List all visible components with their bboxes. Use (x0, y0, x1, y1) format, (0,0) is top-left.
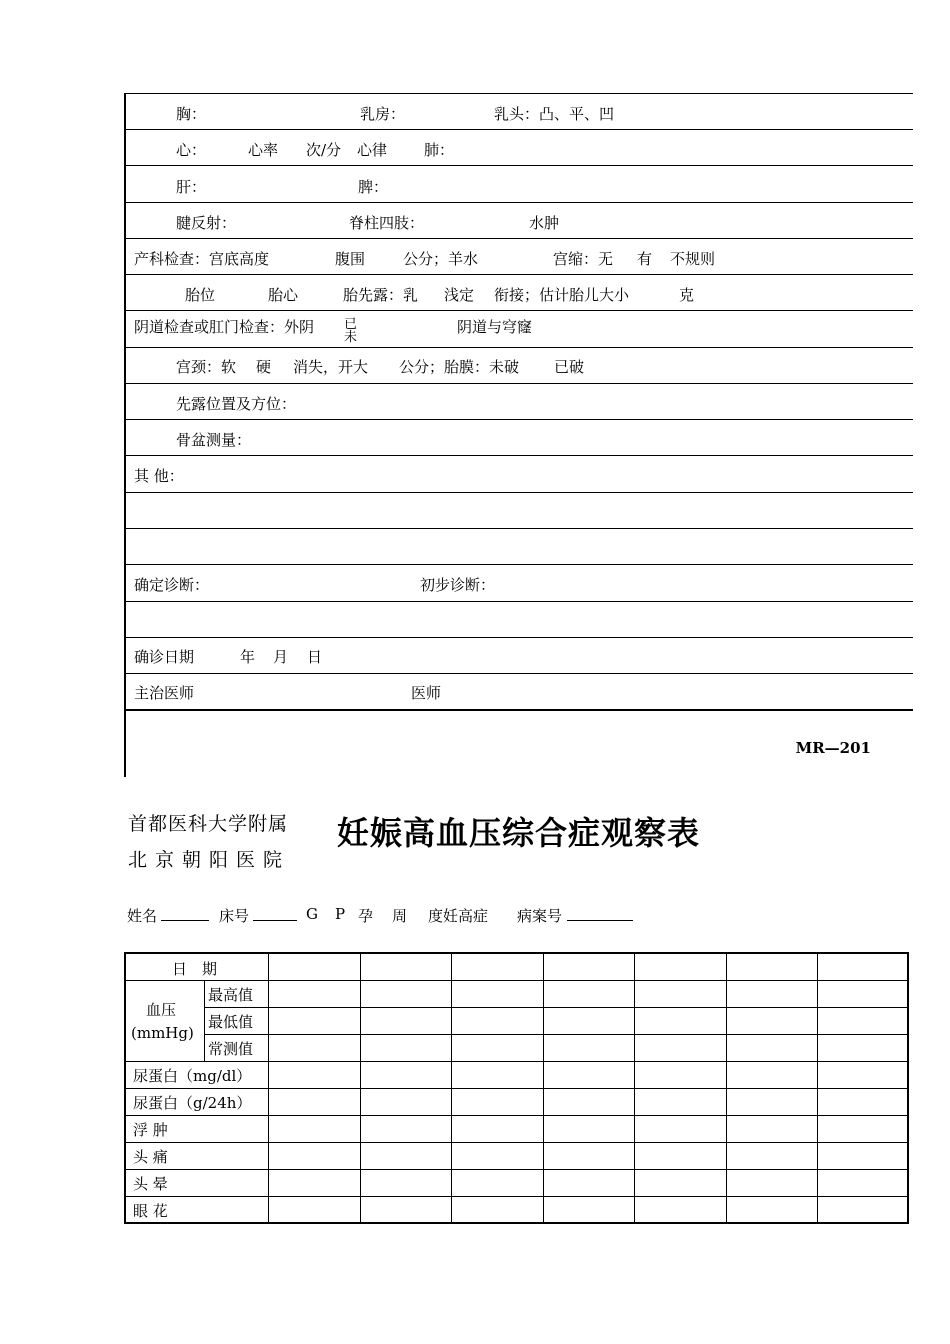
contraction-label: 宫缩：无 (553, 250, 614, 268)
institution-name: 首都医科大学附属 (128, 813, 289, 835)
exam-done-label: 已 (344, 317, 358, 332)
heart-rate-label: 心率 (248, 141, 279, 159)
cervix-label: 宫颈：软 (176, 358, 237, 376)
day-label: 日 (307, 648, 323, 666)
heart-rhythm-label: 心律 (357, 141, 388, 159)
row-rule (126, 980, 907, 981)
other-label: 其 他： (134, 467, 184, 485)
attending-physician-label: 主治医师 (134, 684, 195, 702)
breast-label: 乳房： (360, 105, 406, 123)
diagnosis-date-label: 确诊日期 (134, 648, 195, 666)
row-rule (126, 238, 913, 239)
row-rule (126, 1196, 907, 1197)
row-rule (204, 1034, 907, 1035)
name-label: 姓名 (127, 907, 158, 925)
presenting-position-label: 先露位置及方位： (176, 395, 297, 413)
row-rule (126, 202, 913, 203)
bp-min-label: 最低值 (208, 1013, 254, 1031)
tendon-reflex-label: 腱反射： (176, 214, 237, 232)
blood-pressure-label: 血压 (146, 1001, 177, 1019)
per-minute-label: 次/分 (306, 141, 342, 159)
form-title: 妊娠高血压综合症观察表 (337, 814, 701, 852)
row-rule (126, 492, 913, 493)
fetal-heart-label: 胎心 (268, 286, 299, 304)
row-rule (126, 419, 913, 420)
edema-row-label: 浮 肿 (133, 1121, 168, 1139)
nipple-label: 乳头：凸、平、凹 (494, 105, 615, 123)
membrane-ruptured-label: 已破 (554, 358, 585, 376)
exam-not-done-label: 未 (344, 330, 358, 345)
row-rule (126, 1061, 907, 1062)
row-rule (126, 528, 913, 529)
membrane-label: 公分；胎膜：未破 (399, 358, 520, 376)
row-rule (126, 1169, 907, 1170)
effacement-label: 消失，开大 (293, 358, 369, 376)
gram-label: 克 (679, 286, 695, 304)
form-code: MR—201 (795, 739, 871, 757)
row-rule (204, 1007, 907, 1008)
liver-label: 肝： (176, 178, 207, 196)
gravida-label: G (306, 905, 318, 923)
blood-pressure-unit: (mmHg) (131, 1024, 194, 1042)
month-label: 月 (273, 648, 289, 666)
date-header: 日 期 (172, 960, 218, 978)
row-rule (126, 1088, 907, 1089)
week-label: 周 (392, 907, 408, 925)
physician-label: 医师 (411, 684, 442, 702)
row-rule (126, 383, 913, 384)
vaginal-exam-label: 阴道检查或肛门检查：外阴 (134, 318, 315, 336)
row-rule (126, 1115, 907, 1116)
spleen-label: 脾： (358, 178, 389, 196)
contraction-irregular-label: 不规则 (670, 250, 716, 268)
contraction-present-label: 有 (637, 250, 653, 268)
bp-max-label: 最高值 (208, 986, 254, 1004)
row-rule (126, 637, 913, 638)
headache-row-label: 头 痛 (133, 1148, 168, 1166)
amniotic-fluid-label: 公分；羊水 (403, 250, 479, 268)
urine-protein-mgdl-label: 尿蛋白（mg/dl） (133, 1067, 252, 1085)
record-number-label: 病案号 (517, 907, 563, 925)
floating-label: 浅定 (444, 286, 475, 304)
pelvimetry-label: 骨盆测量： (176, 431, 252, 449)
pih-degree-label: 度妊高症 (428, 907, 489, 925)
bed-label: 床号 (219, 907, 250, 925)
dizziness-row-label: 头 晕 (133, 1175, 168, 1193)
obstetric-exam-label: 产科检查：宫底高度 (134, 250, 270, 268)
hospital-name: 北京朝阳医院 (128, 849, 291, 871)
bed-field[interactable] (253, 920, 297, 921)
para-label: P (335, 905, 346, 923)
row-rule (126, 455, 913, 456)
cervix-hard-label: 硬 (256, 358, 272, 376)
confirmed-diagnosis-label: 确定诊断： (134, 576, 210, 594)
edema-label: 水肿 (529, 214, 560, 232)
record-number-field[interactable] (567, 920, 633, 921)
fetal-position-label: 胎位 (185, 286, 216, 304)
row-rule (126, 93, 913, 94)
row-rule (126, 601, 913, 602)
initial-diagnosis-label: 初步诊断： (420, 576, 496, 594)
physical-exam-form (124, 93, 913, 777)
lung-label: 肺： (424, 141, 455, 159)
engagement-label: 衔接；估计胎儿大小 (494, 286, 630, 304)
presentation-label: 胎先露：乳 (343, 286, 419, 304)
form-left-border (124, 93, 126, 777)
name-field[interactable] (161, 920, 209, 921)
abdominal-girth-label: 腹围 (335, 250, 366, 268)
row-rule (126, 1142, 907, 1143)
row-rule (126, 274, 913, 275)
observation-table (124, 952, 909, 1224)
row-rule (126, 673, 913, 674)
row-rule-bottom (126, 709, 913, 711)
row-rule (126, 564, 913, 565)
spine-limbs-label: 脊柱四肢： (349, 214, 425, 232)
chest-label: 胸： (176, 105, 207, 123)
pregnant-label: 孕 (358, 907, 374, 925)
heart-label: 心： (176, 141, 207, 159)
row-rule (126, 347, 913, 348)
year-label: 年 (240, 648, 256, 666)
row-rule (126, 310, 913, 311)
bp-usual-label: 常测值 (208, 1040, 254, 1058)
urine-protein-24h-label: 尿蛋白（g/24h） (133, 1094, 252, 1112)
blurred-vision-row-label: 眼 花 (133, 1202, 168, 1220)
row-rule (126, 129, 913, 130)
bp-subcol-rule (204, 980, 205, 1061)
vagina-fornix-label: 阴道与穹窿 (457, 318, 533, 336)
row-rule (126, 165, 913, 166)
